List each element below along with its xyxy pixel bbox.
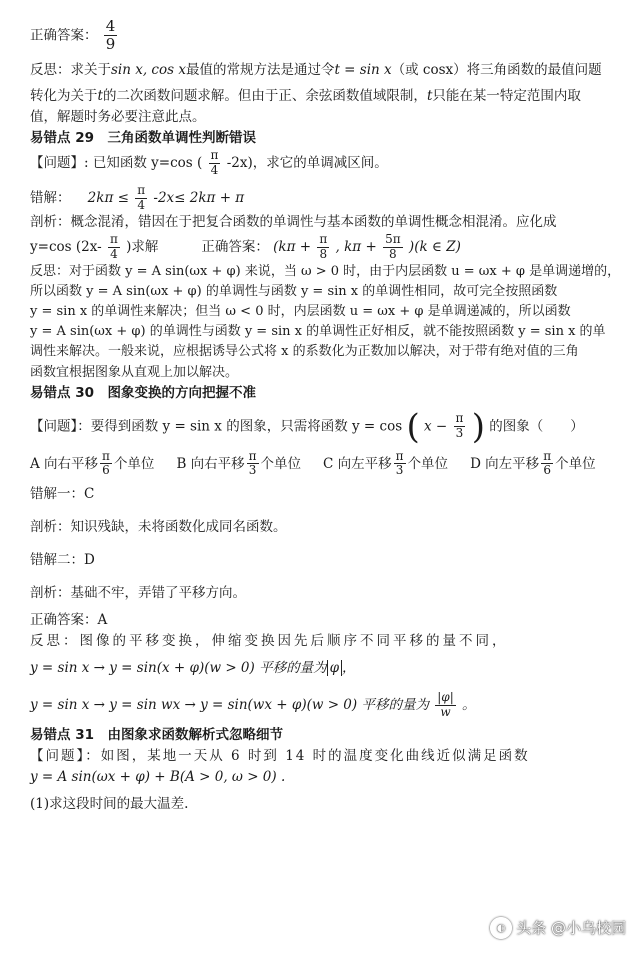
- s30-analysis-1: 剖析：知识残缺，未将函数化成同名函数。: [30, 519, 287, 536]
- option-c: C 向左平移 $\frac{\pi}{3}$ 个单位: [323, 448, 449, 478]
- section-30-title: 易错点 30 图象变换的方向把握不准: [30, 384, 256, 401]
- s30-formula-1: y = sin x → y = sin(x + φ)(w > 0) 平移的量为 φ ，: [30, 659, 356, 676]
- section-31-title: 易错点 31 由图象求函数解析式忽略细节: [30, 727, 283, 744]
- s30-question: 【问题】：要得到函数 y = sin x 的图象，只需将函数 y = cos ( x − $\frac{\pi}{3}$ ) 的图象（ ）: [30, 406, 584, 447]
- option-d: D 向左平移 $\frac{\pi}{6}$ 个单位: [470, 448, 596, 478]
- s30-wrong-2: 错解二：D: [30, 552, 95, 569]
- answer-fraction: $\frac{4}{9}$: [105, 17, 116, 54]
- s30-formula-2: y = sin x → y = sin wx → y = sin(wx + φ)(w > 0) 平移的量为 $\frac{|\varphi|}{w}$ 。: [30, 689, 476, 719]
- s30-wrong-1: 错解一：C: [30, 486, 95, 503]
- s31-sub-1: (1)求这段时间的最大温差.: [30, 796, 189, 813]
- s29-reflection: 反思：对于函数 y = A sin(ωx + φ) 来说，当 ω > 0 时，由于内层函数 u = ωx + φ 是单调递增的， 所以函数 y = A sin(ωx + φ) 的单调性与函数 y = sin x 的单调性相同，故可完全按照函数 y = sin x 的单调性来解决；但当 ω < 0 时，内层函数 u = ωx + φ 是单调递减的，所以函数 y = A sin(ωx + φ) 的单调性与函数 y = sin x 的单调性正好相反，就不能按照函数 y = sin x 的单 调性来解决。一般来说，应根据诱导公式将 x 的系数化为正数加以解决，对于带有绝对值的三角 函数宜根据图象从直观上加以解决。: [30, 263, 621, 380]
- section-29-title: 易错点 29 三角函数单调性判断错误: [30, 130, 256, 147]
- s30-analysis-2: 剖析：基础不牢，弄错了平移方向。: [30, 585, 246, 602]
- answer-28: 正确答案： $\frac{4}{9}$: [30, 17, 116, 54]
- s31-formula: y = A sin(ωx + φ) + B(A > 0, ω > 0) .: [30, 769, 286, 786]
- s30-reflection: 反思：图像的平移变换，伸缩变换因先后顺序不同平移的量不同，: [30, 632, 509, 649]
- s29-analysis: 剖析：概念混淆，错因在于把复合函数的单调性与基本函数的单调性概念相混淆。应化成: [30, 214, 557, 231]
- option-a: A 向右平移 $\frac{\pi}{6}$ 个单位: [30, 448, 155, 478]
- reflection-28: 反思：求关于sin x, cos x最值的常规方法是通过令t = sin x（或 cosx）将三角函数的最值问题 转化为关于t的二次函数问题求解。但由于正、余弦函数值域限制，t只能在某一特定范围内取 值，解题时务必要注意此点。: [30, 61, 602, 126]
- s29-wrong: 错解： 2kπ ≤ $\frac{\pi}{4}$ -2x≤ 2kπ + π: [30, 182, 245, 212]
- s30-options: [30, 450, 610, 479]
- watermark: ◐ 头条 @小乌校园: [490, 917, 626, 940]
- option-b: B 向右平移 $\frac{\pi}{3}$ 个单位: [176, 448, 302, 478]
- toutiao-logo-icon: ◐: [490, 917, 512, 939]
- s31-question: 【问题】：如图，某地一天从 6 时到 14 时的温度变化曲线近似满足函数: [30, 748, 530, 765]
- s30-correct: 正确答案：A: [30, 611, 108, 628]
- s29-question: 【问题】: 已知函数 y=cos ( $\frac{\pi}{4}$ -2x)，求它的单调减区间。: [30, 148, 388, 177]
- s29-answer-line: y=cos (2x- $\frac{\pi}{4}$ )求解 正确答案： (kπ + $\frac{\pi}{8}$ , kπ + $\frac{5\pi}{8}$ )(k ∈ Z): [30, 232, 461, 262]
